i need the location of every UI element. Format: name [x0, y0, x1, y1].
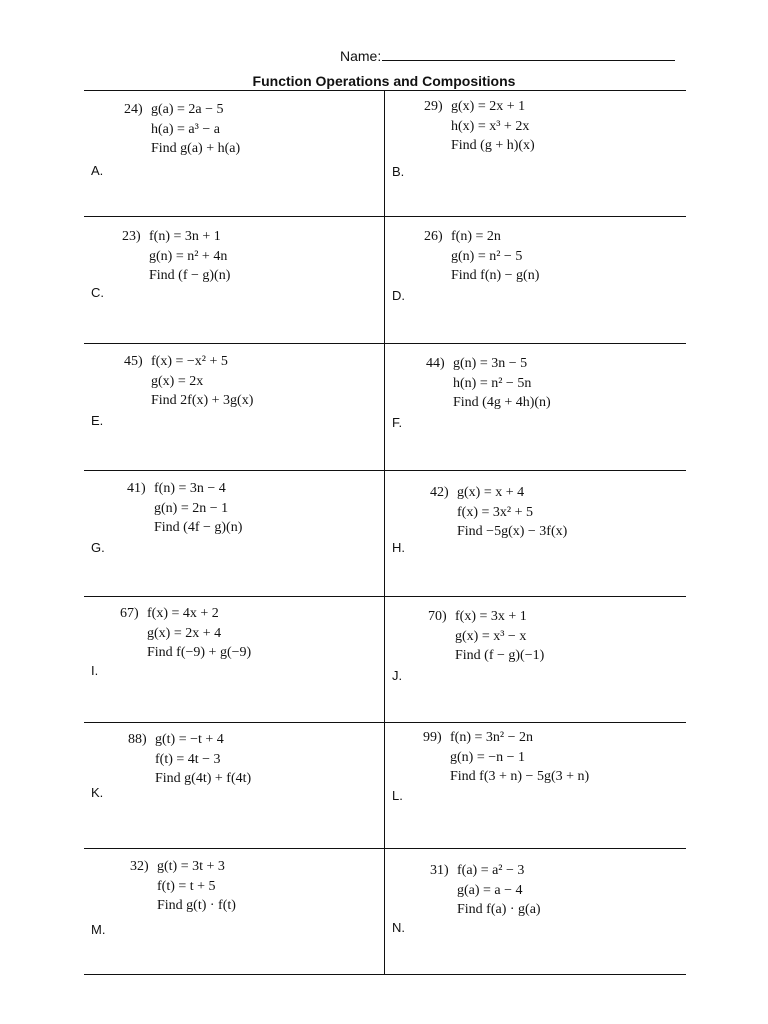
equation-text: h(a) = a³ − a — [151, 121, 220, 137]
name-label: Name: — [340, 48, 382, 64]
problem-task — [426, 393, 551, 413]
answer-letter: B. — [392, 164, 405, 179]
answer-letter: C. — [91, 285, 104, 300]
problem-number: 31) — [430, 863, 449, 878]
problem-number: 32) — [130, 859, 149, 874]
function-definition — [423, 728, 589, 748]
equation-text: Find f(−9) + g(−9) — [147, 645, 252, 660]
equation-text: g(n) = n² + 4n — [149, 248, 228, 264]
equation-text: f(x) = 3x² + 5 — [457, 504, 533, 520]
row-divider — [84, 848, 686, 849]
problem-task — [120, 643, 251, 663]
answer-letter: G. — [91, 540, 105, 555]
problem-task — [423, 767, 589, 787]
answer-letter: F. — [392, 415, 403, 430]
function-definition — [127, 499, 242, 519]
answer-letter: I. — [91, 663, 99, 678]
function-definition — [128, 730, 251, 750]
problem-number: 23) — [122, 229, 141, 244]
equation-text: g(a) = a − 4 — [457, 882, 523, 898]
function-definition — [128, 750, 251, 770]
problem-88 — [128, 730, 251, 789]
problem-number: 41) — [127, 481, 146, 496]
function-definition — [120, 624, 251, 644]
answer-letter: H. — [392, 540, 405, 555]
problem-24 — [124, 100, 240, 159]
problem-29 — [424, 97, 535, 156]
equation-text: g(a) = 2a − 5 — [151, 102, 224, 117]
equation-text: Find (4f − g)(n) — [154, 520, 243, 535]
problem-number: 42) — [430, 485, 449, 500]
equation-text: g(t) = 3t + 3 — [157, 859, 225, 874]
problem-number: 45) — [124, 354, 143, 369]
answer-letter: M. — [91, 922, 106, 937]
answer-letter: L. — [392, 788, 403, 803]
row-divider — [84, 722, 686, 723]
equation-text: f(n) = 3n + 1 — [149, 229, 221, 244]
table-border-top — [84, 90, 686, 91]
problem-number: 99) — [423, 730, 442, 745]
equation-text: g(x) = x³ − x — [455, 628, 527, 644]
problem-44 — [426, 354, 551, 413]
equation-text: g(x) = 2x + 4 — [147, 625, 222, 641]
problem-number: 26) — [424, 229, 443, 244]
problem-number: 24) — [124, 102, 143, 117]
problem-23 — [122, 227, 230, 286]
equation-text: Find g(t) · f(t) — [157, 898, 236, 913]
equation-text: g(n) = 3n − 5 — [453, 356, 528, 371]
column-divider — [384, 90, 385, 974]
equation-text: g(x) = 2x — [151, 373, 204, 389]
answer-letter: J. — [392, 668, 403, 683]
equation-text: Find g(a) + h(a) — [151, 141, 241, 156]
equation-text: g(t) = −t + 4 — [155, 732, 224, 747]
function-definition — [130, 857, 236, 877]
equation-text: Find f(a) · g(a) — [457, 902, 541, 917]
function-definition — [428, 607, 544, 627]
function-definition — [423, 748, 589, 768]
function-definition — [428, 627, 544, 647]
problem-number: 88) — [128, 732, 147, 747]
function-definition — [124, 372, 253, 392]
problem-70 — [428, 607, 544, 666]
problem-31 — [430, 861, 541, 920]
function-definition — [124, 352, 253, 372]
equation-text: Find f(3 + n) − 5g(3 + n) — [450, 769, 590, 784]
problem-task — [127, 518, 242, 538]
equation-text: f(a) = a² − 3 — [457, 863, 525, 878]
function-definition — [430, 881, 541, 901]
problem-task — [128, 769, 251, 789]
function-definition — [122, 227, 230, 247]
answer-letter: D. — [392, 288, 405, 303]
equation-text: Find (g + h)(x) — [451, 138, 535, 153]
function-definition — [430, 503, 567, 523]
problem-task — [424, 266, 539, 286]
equation-text: Find (f − g)(−1) — [455, 648, 545, 663]
equation-text: f(x) = 3x + 1 — [455, 609, 527, 624]
function-definition — [426, 374, 551, 394]
problem-task — [430, 900, 541, 920]
problem-task — [124, 391, 253, 411]
equation-text: f(x) = 4x + 2 — [147, 606, 219, 621]
function-definition — [122, 247, 230, 267]
answer-letter: K. — [91, 785, 104, 800]
problem-task — [424, 136, 535, 156]
answer-letter: A. — [91, 163, 104, 178]
problem-67 — [120, 604, 251, 663]
equation-text: Find (4g + 4h)(n) — [453, 395, 551, 410]
function-definition — [124, 120, 240, 140]
worksheet-title: Function Operations and Compositions — [252, 73, 516, 89]
problem-task — [430, 522, 567, 542]
equation-text: Find 2f(x) + 3g(x) — [151, 393, 254, 408]
problem-task — [122, 266, 230, 286]
problem-number: 70) — [428, 609, 447, 624]
name-field[interactable] — [340, 46, 675, 64]
equation-text: g(n) = −n − 1 — [450, 749, 526, 765]
problem-number: 29) — [424, 99, 443, 114]
function-definition — [424, 227, 539, 247]
function-definition — [130, 877, 236, 897]
problem-26 — [424, 227, 539, 286]
equation-text: f(t) = 4t − 3 — [155, 751, 221, 767]
problem-number: 44) — [426, 356, 445, 371]
name-blank[interactable] — [382, 46, 675, 61]
function-definition — [127, 479, 242, 499]
function-definition — [426, 354, 551, 374]
function-definition — [120, 604, 251, 624]
problem-45 — [124, 352, 253, 411]
answer-letter: N. — [392, 920, 405, 935]
function-definition — [430, 483, 567, 503]
problem-41 — [127, 479, 242, 538]
equation-text: Find g(4t) + f(4t) — [155, 771, 252, 786]
equation-text: Find (f − g)(n) — [149, 268, 231, 283]
equation-text: g(n) = 2n − 1 — [154, 500, 229, 516]
problem-32 — [130, 857, 236, 916]
problem-task — [428, 646, 544, 666]
row-divider — [84, 216, 686, 217]
function-definition — [430, 861, 541, 881]
function-definition — [424, 97, 535, 117]
equation-text: Find f(n) − g(n) — [451, 268, 540, 283]
problem-task — [130, 896, 236, 916]
equation-text: f(n) = 3n² − 2n — [450, 730, 533, 745]
equation-text: g(n) = n² − 5 — [451, 248, 523, 264]
problem-99 — [423, 728, 589, 787]
equation-text: Find −5g(x) − 3f(x) — [457, 524, 568, 539]
equation-text: g(x) = x + 4 — [457, 485, 525, 500]
answer-letter: E. — [91, 413, 104, 428]
equation-text: f(n) = 2n — [451, 229, 501, 244]
problem-number: 67) — [120, 606, 139, 621]
problem-task — [124, 139, 240, 159]
equation-text: h(x) = x³ + 2x — [451, 118, 530, 134]
equation-text: g(x) = 2x + 1 — [451, 99, 526, 114]
row-divider — [84, 470, 686, 471]
function-definition — [424, 247, 539, 267]
function-definition — [124, 100, 240, 120]
table-border-bottom — [84, 974, 686, 975]
row-divider — [84, 596, 686, 597]
equation-text: h(n) = n² − 5n — [453, 375, 532, 391]
equation-text: f(t) = t + 5 — [157, 878, 216, 894]
function-definition — [424, 117, 535, 137]
row-divider — [84, 343, 686, 344]
equation-text: f(n) = 3n − 4 — [154, 481, 226, 496]
problem-42 — [430, 483, 567, 542]
equation-text: f(x) = −x² + 5 — [151, 354, 228, 369]
